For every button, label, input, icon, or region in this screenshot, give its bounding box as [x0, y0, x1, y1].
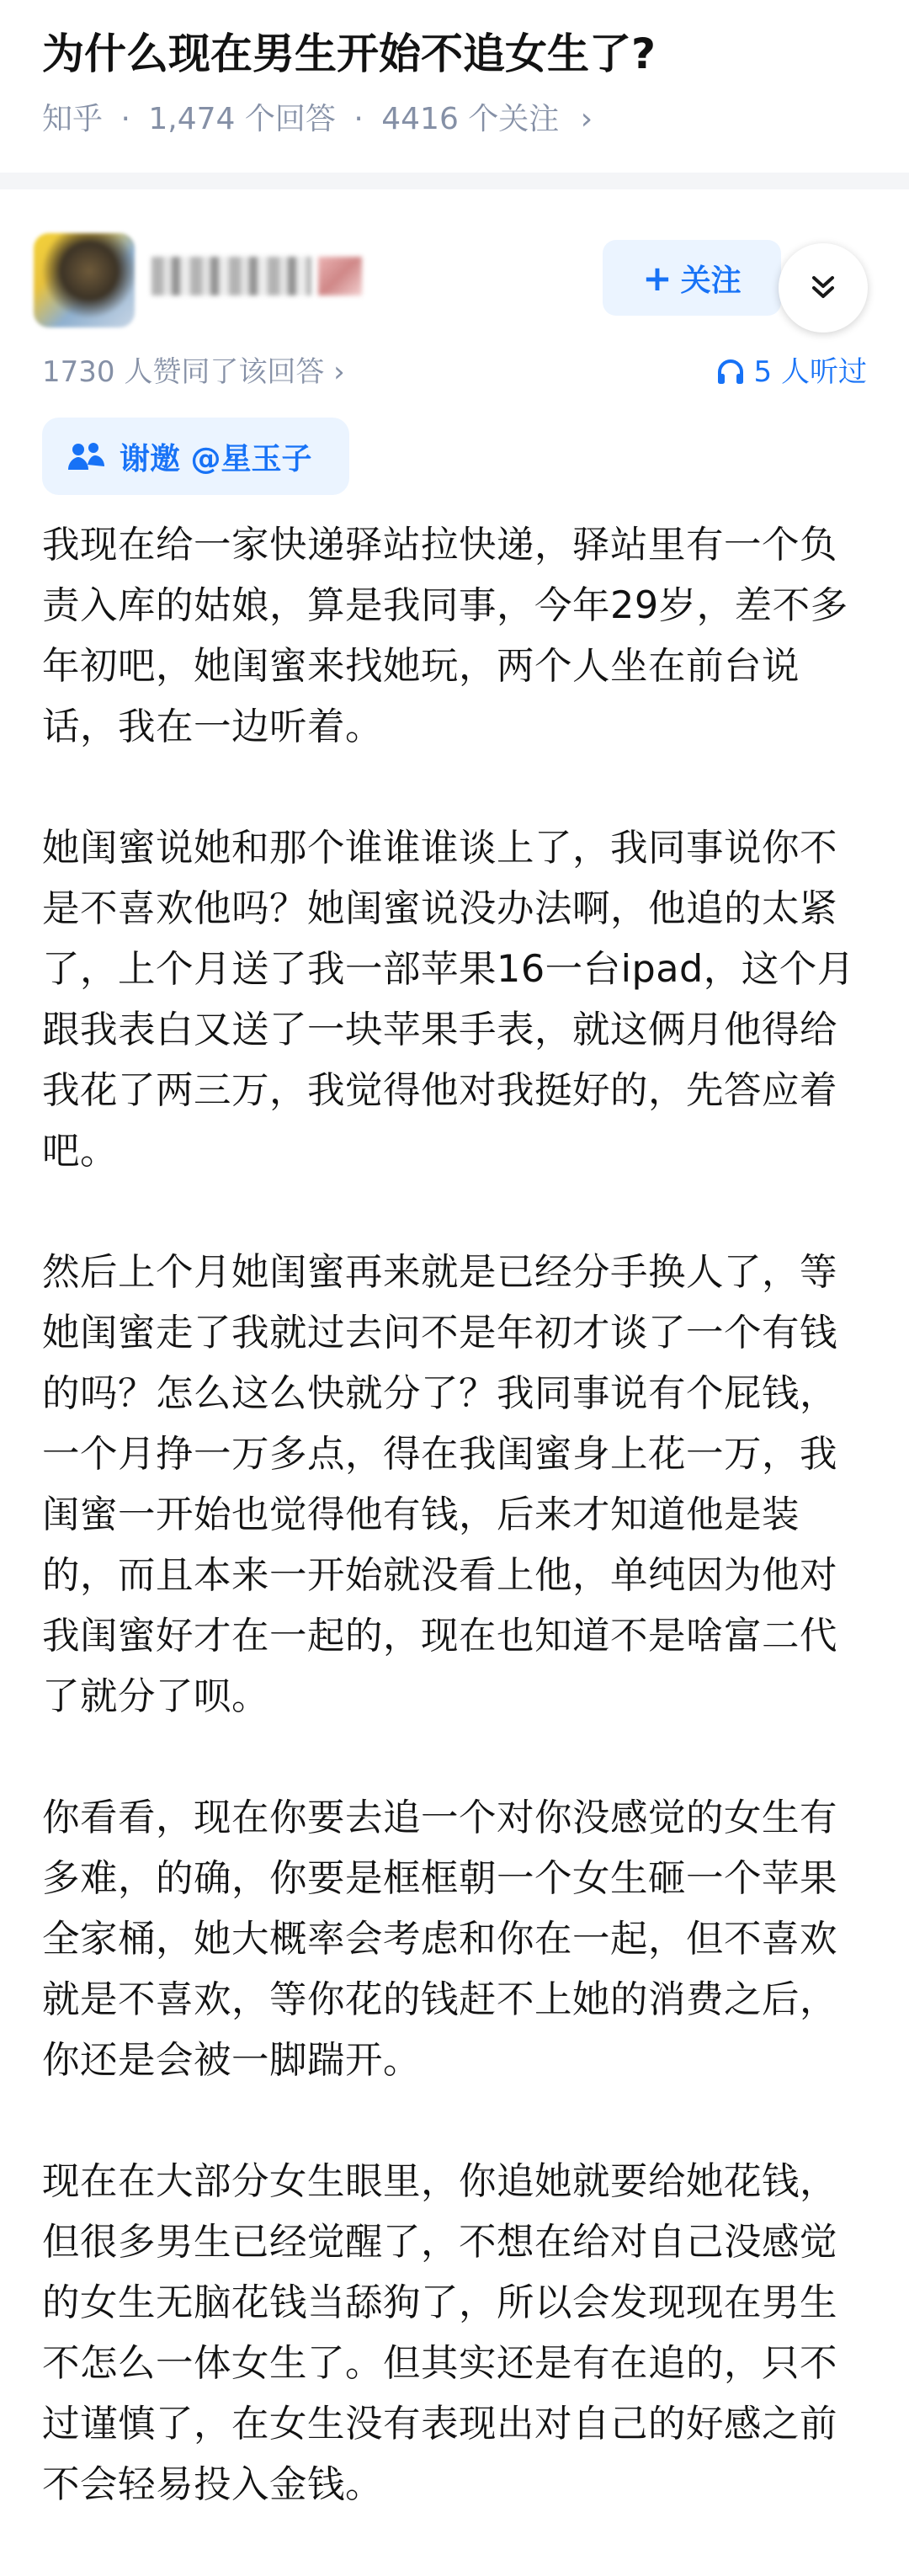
author-name[interactable]: [152, 257, 311, 295]
follow-button[interactable]: [603, 240, 781, 316]
question-meta: [42, 94, 593, 145]
answer-paragraph: 她闺蜜说她和那个谁谁谁谈上了，我同事说你不是不喜欢他吗？她闺蜜说没办法啊，他追的太紧了，上个月送了我一部苹果16一台ipad，这个月跟我表白又送了一块苹果手表，就这俩月他得给我花了两三万，我觉得他对我挺好的，先答应着吧。: [42, 827, 855, 1173]
answer-paragraph: 然后上个月她闺蜜再来就是已经分手换人了，等她闺蜜走了我就过去问不是年初才谈了一个有钱的吗？怎么这么快就分了？我同事说有个屁钱，一个月挣一万多点，得在我闺蜜身上花一万，我闺蜜一开始也觉得他有钱，后来才知道他是装的，而且本来一开始就没看上他，单纯因为他对我闺蜜好才在一起的，现在也知道不是啥富二代了就分了呗。: [42, 1251, 838, 1718]
answer-count[interactable]: 1,474 个回答: [148, 102, 336, 136]
answer-paragraph: 现在在大部分女生眼里，你追她就要给她花钱，但很多男生已经觉醒了，不想在给对自己没感觉的女生无脑花钱当舔狗了，所以会发现现在男生不怎么一体女生了。但其实还是有在追的，只不过谨慎了，在女生没有表现出对自己的好感之前不会轻易投入金钱。: [42, 2160, 838, 2506]
listen-count[interactable]: [715, 349, 867, 396]
vote-count[interactable]: 1730 人赞同了该回答 ›: [42, 355, 345, 389]
listen-label: 5 人听过: [753, 355, 867, 389]
collapse-button[interactable]: [779, 243, 868, 333]
follow-label: 关注: [680, 263, 742, 298]
double-chevron-down-icon: [806, 271, 840, 305]
follower-count[interactable]: 4416 个关注: [381, 102, 560, 136]
meta-dot-2: ·: [354, 102, 364, 136]
invite-tag[interactable]: [42, 418, 349, 495]
chevron-right-icon[interactable]: ›: [580, 102, 593, 136]
answer-paragraph: 我现在给一家快递驿站拉快递，驿站里有一个负责入库的姑娘，算是我同事，今年29岁，差不多年初吧，她闺蜜来找她玩，两个人坐在前台说话，我在一边听着。: [42, 524, 848, 748]
answer-content: [42, 515, 867, 2576]
plus-icon: +: [642, 257, 672, 299]
author-row: [0, 189, 909, 341]
author-badge: [318, 257, 362, 295]
invite-text: 谢邀 @星玉子: [120, 441, 312, 476]
site-name[interactable]: 知乎: [42, 102, 104, 136]
section-divider: [0, 173, 909, 189]
headphones-icon: [715, 357, 746, 387]
avatar[interactable]: [34, 233, 135, 327]
question-title[interactable]: 为什么现在男生开始不追女生了?: [42, 29, 656, 78]
invite-people-icon: [67, 439, 106, 473]
answer-paragraph: 你看看，现在你要去追一个对你没感觉的女生有多难，的确，你要是框框朝一个女生砸一个苹果全家桶，她大概率会考虑和你在一起，但不喜欢就是不喜欢，等你花的钱赶不上她的消费之后，你还是会被一脚踹开。: [42, 1796, 838, 2082]
question-header: [0, 0, 909, 173]
meta-dot: ·: [120, 102, 130, 136]
